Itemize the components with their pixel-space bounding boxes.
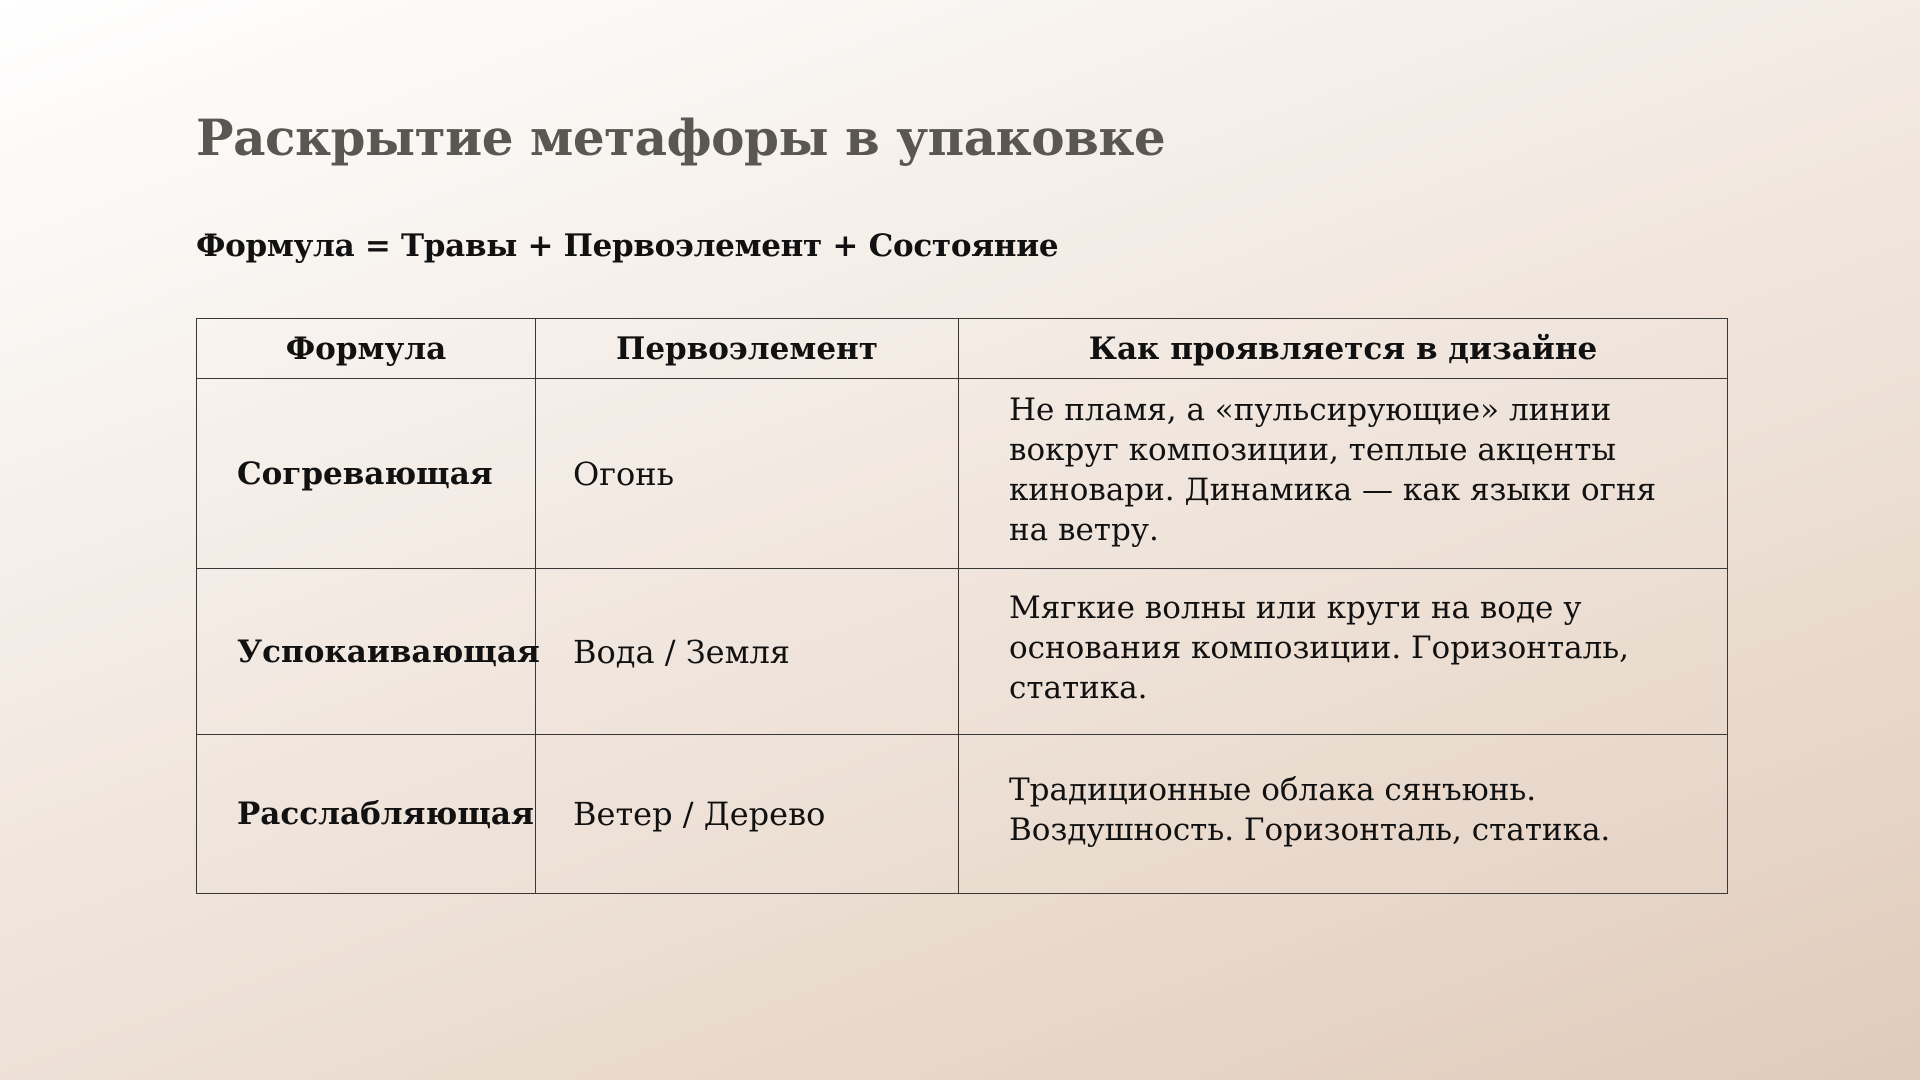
table-row	[197, 379, 1728, 569]
row-name-cell: Расслабляющая	[197, 735, 536, 894]
row-name-cell: Успокаивающая	[197, 569, 536, 735]
row-description-cell: Мягкие волны или круги на воде у основания композиции. Горизонталь, статика.	[959, 569, 1728, 735]
row-name-cell: Согревающая	[197, 379, 536, 569]
column-header-design: Как проявляется в дизайне	[959, 319, 1728, 379]
table-row	[197, 569, 1728, 735]
row-description-cell: Традиционные облака сянъюнь. Воздушность. Горизонталь, статика.	[959, 735, 1728, 894]
row-element-cell: Вода / Земля	[536, 569, 959, 735]
column-header-formula: Формула	[197, 319, 536, 379]
row-element-cell: Ветер / Дерево	[536, 735, 959, 894]
slide-title: Раскрытие метафоры в упаковке	[196, 108, 1166, 167]
row-element-cell: Огонь	[536, 379, 959, 569]
metaphor-table	[196, 318, 1728, 894]
column-header-element: Первоэлемент	[536, 319, 959, 379]
row-description-cell: Не пламя, а «пульсирующие» линии вокруг композиции, теплые акценты киновари. Динамика — как языки огня на ветру.	[959, 379, 1728, 569]
table-header-row	[197, 319, 1728, 379]
formula-line: Формула = Травы + Первоэлемент + Состояние	[196, 228, 1059, 264]
table-row	[197, 735, 1728, 894]
